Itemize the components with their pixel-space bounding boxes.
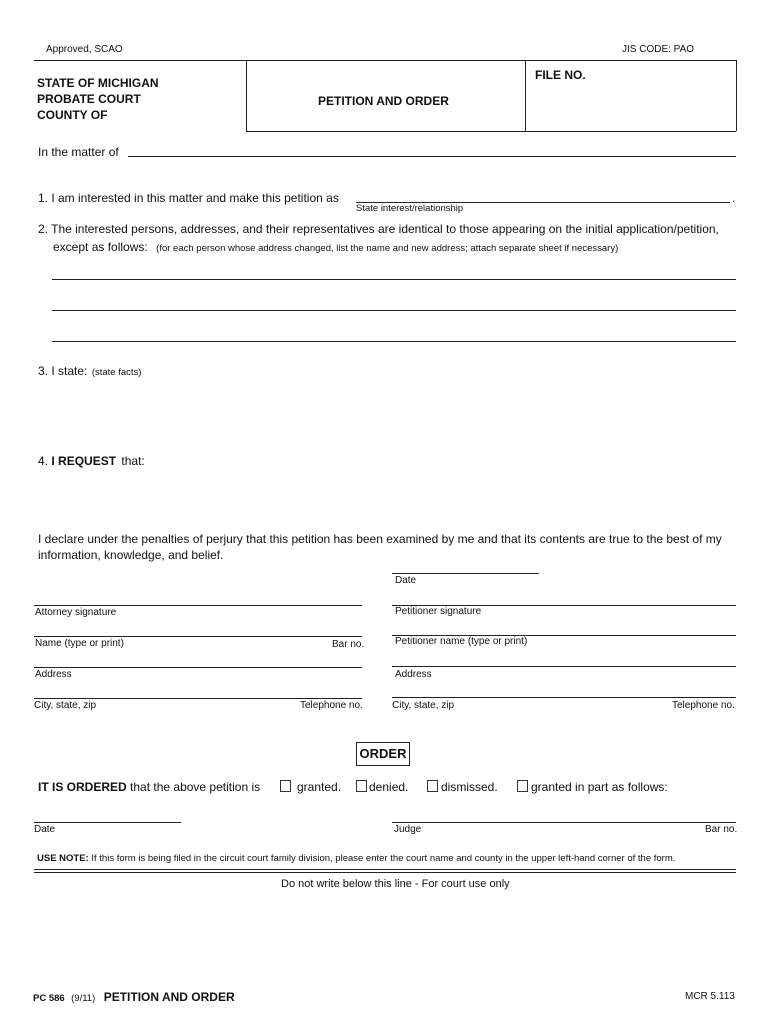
petition-date-input[interactable] [394, 556, 540, 574]
use-note-label: USE NOTE: [37, 853, 89, 864]
attorney-city-caption: City, state, zip [34, 700, 97, 711]
attorney-bar-no-caption: Bar no. [332, 639, 365, 650]
attorney-telephone-caption: Telephone no. [300, 700, 363, 711]
footer-form-no: PC 586 [33, 993, 65, 1004]
attorney-address-caption: Address [35, 669, 72, 680]
petitioner-signature-caption: Petitioner signature [395, 606, 482, 617]
judge-bar-no-caption: Bar no. [705, 824, 738, 835]
judge-line [392, 822, 736, 823]
granted-in-part-checkbox[interactable] [517, 780, 528, 792]
change-line-2 [52, 310, 736, 311]
petitioner-signature-input[interactable] [394, 587, 736, 605]
footer-form-id [33, 988, 235, 1006]
header-divider-1 [246, 60, 247, 131]
court-use-rule-2 [34, 872, 736, 873]
ordered-tail: that the above petition is [130, 780, 261, 794]
court-name: PROBATE COURT [37, 92, 141, 106]
item2-except: except as follows: [53, 240, 148, 254]
item4 [38, 454, 145, 468]
court-use-rule-1 [34, 869, 736, 870]
approved-label: Approved, SCAO [46, 44, 123, 55]
petitioner-address-input[interactable] [394, 648, 736, 666]
item3-label: 3. I state: [38, 364, 88, 378]
attorney-city-line [34, 698, 362, 699]
declaration-line1: I declare under the penalties of perjury that this petition has been examined by me and that its contents are true to the best of my [38, 532, 722, 546]
petitioner-name-input[interactable] [394, 617, 736, 635]
item4-label: I REQUEST [51, 454, 117, 468]
header-divider-2 [525, 60, 526, 131]
petitioner-address-caption: Address [395, 669, 432, 680]
attorney-signature-line [34, 605, 362, 606]
granted-checkbox[interactable] [280, 780, 291, 792]
attorney-name-caption: Name (type or print) [35, 638, 124, 649]
footer-title: PETITION AND ORDER [103, 990, 235, 1004]
petitioner-city-line [392, 697, 736, 698]
denied-checkbox[interactable] [356, 780, 367, 792]
attorney-address-line [34, 667, 362, 668]
header-top-rule [34, 60, 736, 61]
petitioner-city-caption: City, state, zip [392, 700, 455, 711]
attorney-address-input[interactable] [36, 649, 362, 667]
item1-period: . [732, 191, 736, 205]
court-use-label: Do not write below this line - For court use only [281, 878, 510, 890]
change-line-1-input[interactable] [54, 262, 738, 280]
declaration-line2: information, knowledge, and belief. [38, 548, 224, 562]
date-line [392, 573, 539, 574]
attorney-signature-caption: Attorney signature [35, 607, 117, 618]
matter-label: In the matter of [38, 145, 119, 159]
footer-mcr: MCR 5.113 [685, 991, 735, 1002]
order-title: ORDER [356, 742, 410, 766]
state-facts-textarea[interactable] [54, 380, 738, 446]
ordered-bold: IT IS ORDERED [38, 780, 127, 794]
use-note [37, 853, 675, 864]
item3-note: (state facts) [91, 367, 142, 378]
denied-label: denied. [369, 780, 409, 794]
attorney-name-line [34, 636, 362, 637]
jis-code: JIS CODE: PAO [622, 44, 695, 55]
item2-line1: 2. The interested persons, addresses, and their representatives are identical to those appearing on the initial application/petition, [38, 222, 719, 236]
state-name: STATE OF MICHIGAN [37, 76, 159, 90]
granted-in-part-label: granted in part as follows: [531, 780, 668, 794]
order-date-input[interactable] [36, 804, 182, 822]
footer-rev: (9/11) [71, 993, 96, 1004]
attorney-city-input[interactable] [36, 680, 362, 698]
county-label: COUNTY OF [37, 108, 108, 122]
date-caption: Date [395, 575, 417, 586]
form-title: PETITION AND ORDER [318, 94, 449, 108]
item3 [38, 362, 141, 380]
file-no-input[interactable] [535, 88, 729, 106]
petitioner-address-line [392, 666, 736, 667]
attorney-name-input[interactable] [36, 618, 362, 636]
order-date-caption: Date [34, 824, 56, 835]
header-divider-3 [736, 60, 737, 131]
petitioner-telephone-caption: Telephone no. [672, 700, 735, 711]
item4-tail: that: [121, 454, 145, 468]
item4-num: 4. [38, 454, 49, 468]
change-line-3 [52, 341, 736, 342]
granted-label: granted. [297, 780, 342, 794]
item1-text: 1. I am interested in this matter and make this petition as [38, 191, 339, 205]
order-date-line [34, 822, 181, 823]
declaration [38, 531, 722, 563]
change-line-2-input[interactable] [54, 293, 738, 311]
judge-caption: Judge [394, 824, 422, 835]
interest-caption: State interest/relationship [356, 203, 464, 214]
judge-signature-input[interactable] [394, 804, 736, 822]
court-block [37, 75, 159, 123]
matter-underline [128, 156, 736, 157]
item2-note: (for each person whose address changed, list the name and new address; attach separate sheet if necessary) [156, 243, 619, 254]
request-textarea[interactable] [54, 472, 738, 524]
file-no-label: FILE NO. [535, 68, 586, 82]
change-line-1 [52, 279, 736, 280]
change-line-3-input[interactable] [54, 324, 738, 342]
petitioner-name-caption: Petitioner name (type or print) [395, 636, 528, 647]
use-note-text: If this form is being filed in the circuit court family division, please enter the court name and county in the upper left-hand corner of the form. [91, 853, 676, 864]
petitioner-city-input[interactable] [394, 679, 736, 697]
ordered-statement [38, 780, 260, 794]
dismissed-checkbox[interactable] [427, 780, 438, 792]
item2-line2 [53, 238, 618, 256]
dismissed-label: dismissed. [441, 780, 498, 794]
header-bottom-rule [246, 131, 736, 132]
attorney-signature-input[interactable] [36, 587, 362, 605]
